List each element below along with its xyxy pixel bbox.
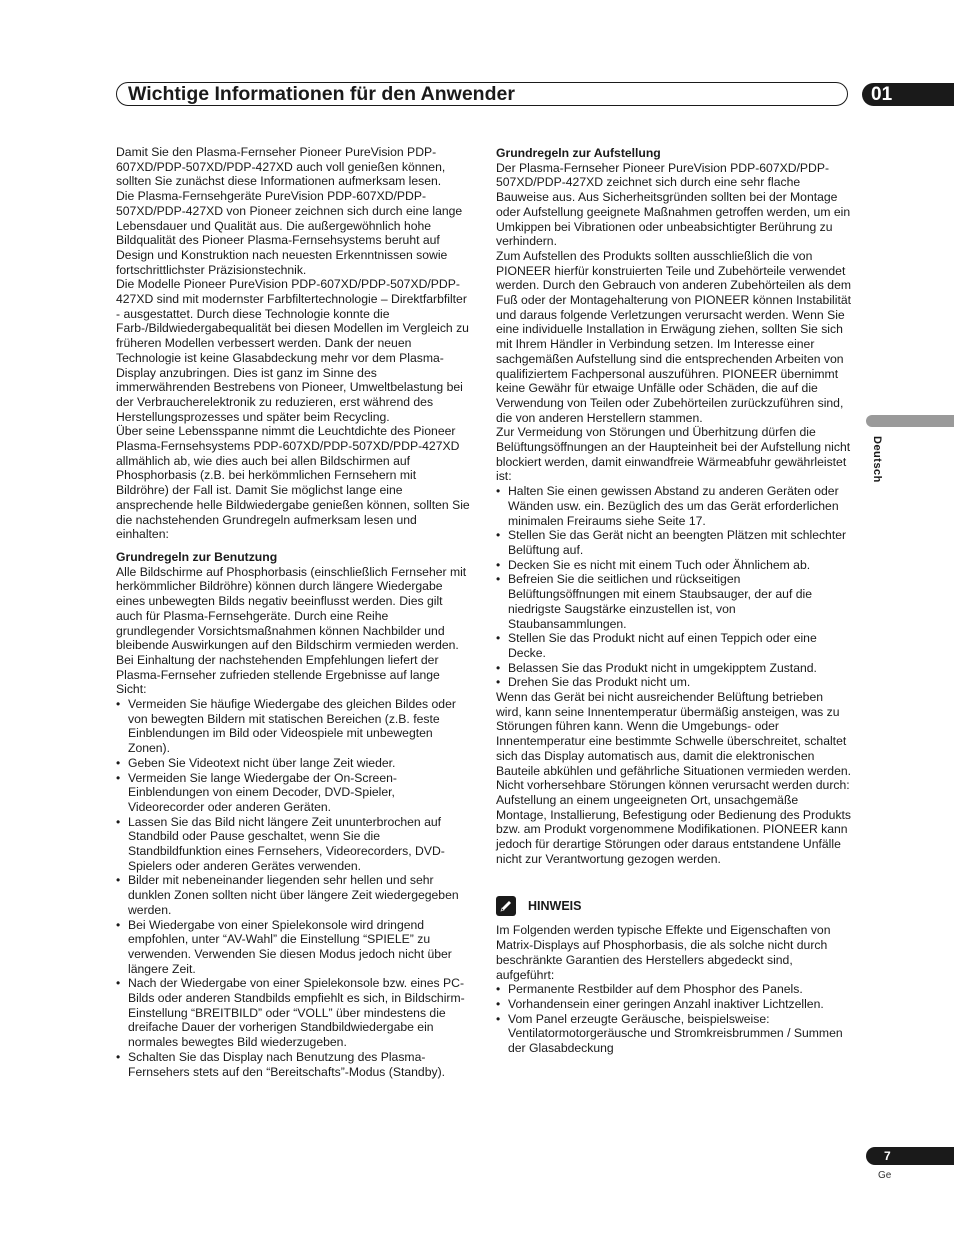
list-item: • Vermeiden Sie häufige Wiedergabe des gleichen Bildes oder von bewegten Bildern mit statischen Bereichen (z.B. feste Einblendungen im Bild oder Videospiele mit unbewegten Zonen). xyxy=(116,697,470,756)
intro-section xyxy=(116,145,470,542)
chapter-number-tab: 01 xyxy=(862,83,954,106)
note-text: Im Folgenden werden typische Effekte und Eigenschaften von Matrix-Displays auf Phosphorbasis, die als solche nicht durch beschränkte Garantien des Herstellers abgedeckt sind, aufgeführt: xyxy=(496,923,831,982)
list-item: • Decken Sie es nicht mit einem Tuch oder Ähnlichem ab. xyxy=(496,558,852,573)
intro-paragraph: Über seine Lebensspanne nimmt die Leuchtdichte des Pioneer Plasma-Fernsehsystems PDP-607XD/PDP-507XD/PDP-427XD allmählich ab, wie dies auch bei allen Bildschirmen auf Phosphorbasis (z.B. bei herkömmlichen Fernsehern mit Bildröhre) der Fall ist. Damit Sie möglichst lange eine ansprechende helle Bildwiedergabe genießen können, sollten Sie die nachstehenden Grundregeln aufmerksam lesen und einhalten: xyxy=(116,424,470,542)
ventilation-paragraph: Wenn das Gerät bei nicht ausreichender Belüftung betrieben wird, kann seine Innentemperatur übermäßig ansteigen, was zu Störungen führen kann. Wenn die Umgebungs- oder Innentemperatur eine bestimmte Schwelle überschreitet, schaltet sich das Display automatisch aus, damit die elektronischen Bauteile abkühlen und gefährliche Situationen vermieden werden. xyxy=(496,690,852,778)
list-item: • Schalten Sie das Display nach Benutzung des Plasma-Fernsehers stets auf den “Bereitschafts”-Modus (Standby). xyxy=(116,1050,470,1079)
intro-paragraph: Die Modelle Pioneer PureVision PDP-607XD/PDP-507XD/PDP-427XD sind mit modernster Farbfiltertechnologie – Direktfarbfilter - ausgestattet. Durch diese Technologie konnte die Farb-/Bildwiedergabequalität bei diesen Modellen im Vergleich zu früheren Modellen verbessert werden. Dank der neuen Technologie ist keine Glasabdeckung mehr vor dem Plasma-Display anzubringen. Dies ist ganz im Sinne des immerwährenden Bestrebens von Pioneer, Umweltbelastung bei der Verbraucherelektronik zu reduzieren, erst während des Herstellungsprozesses und später beim Recycling. xyxy=(116,277,469,424)
setup-paragraph: Zur Vermeidung von Störungen und Überhitzung dürfen die Belüftungsöffnungen an der Haupteinheit bei der Aufstellung nicht blockiert werden, damit einwandfreie Wärmeabfuhr gewährleistet ist: xyxy=(496,425,851,484)
list-item: • Vorhandensein einer geringen Anzahl inaktiver Lichtzellen. xyxy=(496,997,852,1012)
list-item: • Vermeiden Sie lange Wiedergabe der On-Screen-Einblendungen von einem Decoder, DVD-Spieler, Videorecorder oder anderen Geräten. xyxy=(116,771,470,815)
note-pencil-icon xyxy=(496,896,516,916)
usage-heading: Grundregeln zur Benutzung xyxy=(116,549,278,564)
note-bullet-list xyxy=(496,982,852,1056)
usage-bullet-list xyxy=(116,697,470,1079)
language-tab-marker xyxy=(866,415,954,427)
list-item: • Permanente Restbilder auf dem Phosphor des Panels. xyxy=(496,982,852,997)
language-label: Deutsch xyxy=(871,436,883,483)
note-title: HINWEIS xyxy=(528,899,582,914)
list-item: • Halten Sie einen gewissen Abstand zu anderen Geräten oder Wänden usw. ein. Bezüglich des um das Gerät erforderlichen minimalen Freiraums siehe Seite 17. xyxy=(496,484,852,528)
page-language-code: Ge xyxy=(878,1170,892,1181)
page-title: Wichtige Informationen für den Anwender xyxy=(128,83,515,105)
list-item: • Geben Sie Videotext nicht über lange Zeit wieder. xyxy=(116,756,470,771)
intro-paragraph: Damit Sie den Plasma-Fernseher Pioneer PureVision PDP-607XD/PDP-507XD/PDP-427XD auch voll genießen können, sollten Sie zunächst diese Informationen aufmerksam lesen. xyxy=(116,145,446,189)
setup-bullet-list xyxy=(496,484,852,690)
list-item: • Vom Panel erzeugte Geräusche, beispielsweise: Ventilatormotorgeräusche und Stromkreisbrummen / Summen der Glasabdeckung xyxy=(496,1012,852,1056)
list-item: • Bilder mit nebeneinander liegenden sehr hellen und sehr dunklen Zonen sollten nicht über längere Zeit wiedergegeben werden. xyxy=(116,873,470,917)
list-item: • Stellen Sie das Gerät nicht an beengten Plätzen mit schlechter Belüftung auf. xyxy=(496,528,852,557)
setup-paragraph: Zum Aufstellen des Produkts sollten ausschließlich die von PIONEER hierfür konstruierten Teile und Zubehörteile verwendet werden. Durch den Gebrauch von anderen Zubehörteilen als dem Fuß oder der Montagehalterung von PIONEER können Instabilität und daraus folgende Verletzungen verursacht werden. Wenn Sie eine individuelle Installation in Erwägung ziehen, sollten Sie sich mit Ihrem Händler in Verbindung setzen. Im Interesse einer sachgemäßen Aufstellung sind die entsprechenden Arbeiten von qualifiziertem Fachpersonal auszuführen. PIONEER übernimmt keine Gewähr für etwaige Unfälle oder Schäden, die auf die Verwendung von Teilen oder Zubehörteilen zurückzuführen sind, die von anderen Herstellern stammen. xyxy=(496,248,852,425)
note-header xyxy=(496,896,852,916)
setup-heading: Grundregeln zur Aufstellung xyxy=(496,146,661,160)
list-item: • Befreien Sie die seitlichen und rückseitigen Belüftungsöffnungen mit einem Staubsauger, der auf die niedrigste Saugstärke einzustellen ist, von Staubansammlungen. xyxy=(496,572,852,631)
setup-paragraph: Der Plasma-Fernseher Pioneer PureVision PDP-607XD/PDP-507XD/PDP-427XD zeichnet sich durch eine sehr flache Bauweise aus. Aus Sicherheitsgründen sollten bei der Montage oder Aufstellung geeignete Maßnahmen getroffen werden, um ein Umkippen bei Vibrationen oder unbeabsichtigter Berührung zu verhindern. xyxy=(496,160,851,249)
liability-paragraph: Nicht vorhersehbare Störungen können verursacht werden durch: Aufstellung an einem ungeeigneten Ort, unsachgemäße Montage, Installierung, Befestigung oder Bedienung des Produkts bzw. am Produkt vorgenommene Modifikationen. PIONEER kann jedoch für derartige Störungen oder daraus entstandene Unfälle nicht zur Verantwortung gezogen werden. xyxy=(496,778,852,866)
left-column xyxy=(116,145,470,1079)
list-item: • Belassen Sie das Produkt nicht in umgekipptem Zustand. xyxy=(496,661,852,676)
intro-paragraph: Die Plasma-Fernsehgeräte PureVision PDP-607XD/PDP-507XD/PDP-427XD von Pioneer zeichnen sich durch eine lange Lebensdauer und Qualität aus. Die außergewöhnlich hohe Bildqualität des Pioneer Plasma-Fernsehsystems beruht auf Design und Konstruktion nach neuesten Erkenntnissen sowie fortschrittlichster Präzisionstechnik. xyxy=(116,189,463,277)
list-item: • Stellen Sie das Produkt nicht auf einen Teppich oder eine Decke. xyxy=(496,631,852,660)
right-column xyxy=(496,146,852,1056)
list-item: • Nach der Wiedergabe von einer Spielekonsole bzw. eines PC-Bilds oder anderen Standbilds empfiehlt es sich, in Bildschirm-Einstellung “BREITBILD” oder “VOLL” über mindestens die dreifache Dauer der vorherigen Standbildwiedergabe ein normales bewegtes Bild wiederzugeben. xyxy=(116,976,470,1050)
usage-text: Alle Bildschirme auf Phosphorbasis (einschließlich Fernseher mit herkömmlicher Bildröhre) können durch längere Wiedergabe eines unbewegten Bilds negativ beeinflusst werden. Dies gilt auch für Plasma-Fernsehgeräte. Durch eine Reihe grundlegender Vorsichtsmaßnahmen können Nachbilder und bleibende Auswirkungen auf den Bildschirm vermieden werden. Bei Einhaltung der nachstehenden Empfehlungen liefert der Plasma-Fernseher zufrieden stellende Ergebnisse auf lange Sicht: xyxy=(116,564,467,697)
list-item: • Lassen Sie das Bild nicht längere Zeit ununterbrochen auf Standbild oder Pause geschaltet, wenn Sie die Standbildfunktion eines Fernsehers, Videorecorders, DVD-Spielers oder anderen Gerätes verwenden. xyxy=(116,815,470,874)
page-number: 7 xyxy=(866,1147,954,1165)
list-item: • Bei Wiedergabe von einer Spielekonsole wird dringend empfohlen, unter “AV-Wahl” die Einstellung “SPIELE” zu verwenden. Verwenden Sie diesen Modus jedoch nicht über längere Zeit. xyxy=(116,918,470,977)
list-item: • Drehen Sie das Produkt nicht um. xyxy=(496,675,852,690)
